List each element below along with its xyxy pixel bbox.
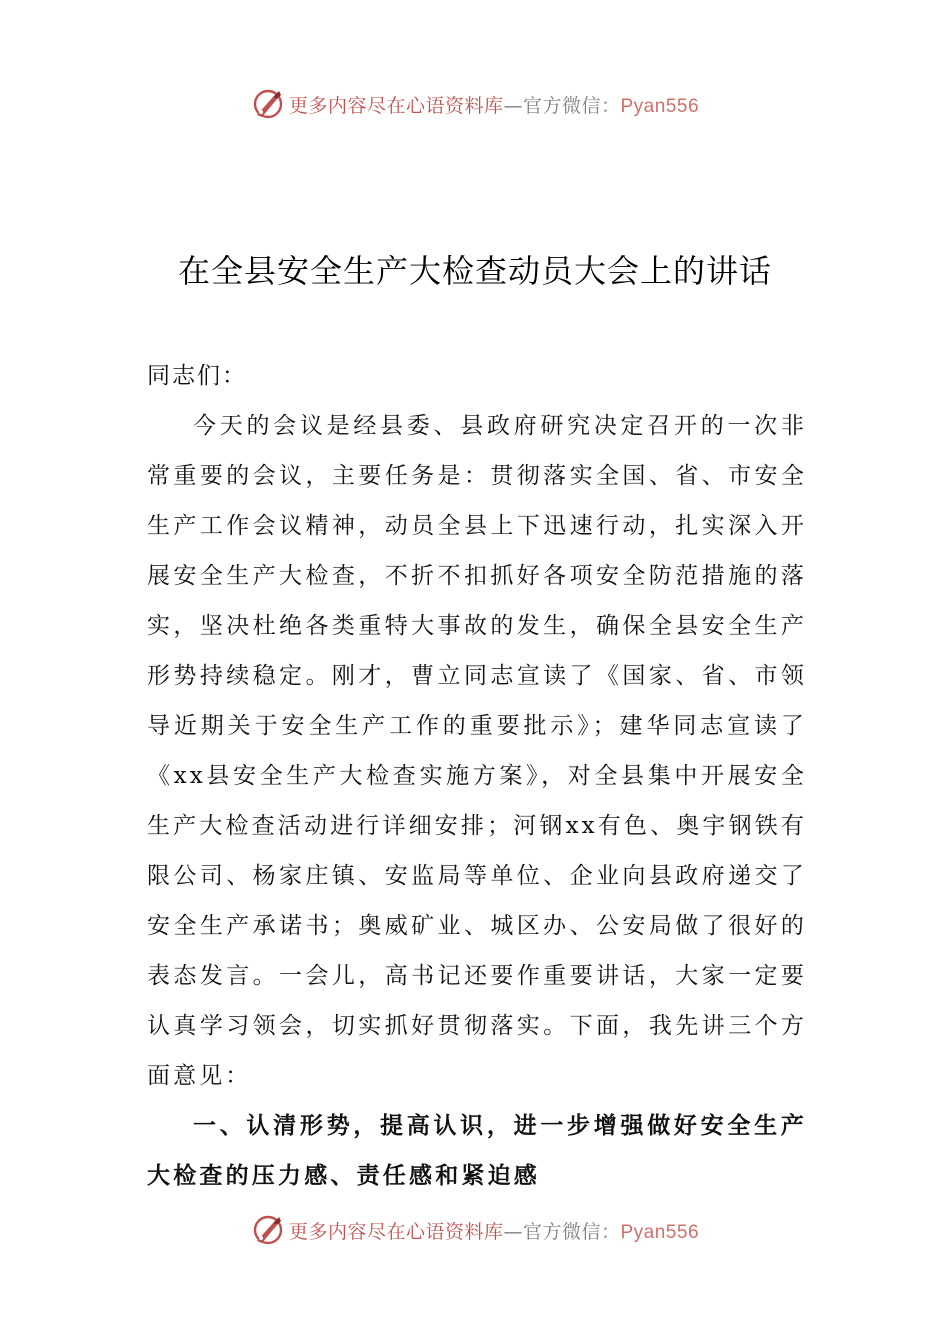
body-paragraph: 今天的会议是经县委、县政府研究决定召开的一次非常重要的会议，主要任务是：贯彻落实全国、省、市安全生产工作会议精神，动员全县上下迅速行动，扎实深入开展安全生产大检查，不折不扣抓好各项安全防范措施的落实，坚决杜绝各类重特大事故的发生，确保全县安全生产形势持续稳定。刚才，曹立同志宣读了《国家、省、市领导近期关于安全生产工作的重要批示》；建华同志宣读了《xx县安全生产大检查实施方案》，对全县集中开展安全生产大检查活动进行详细安排；河钢xx有色、奥宇钢铁有限公司、杨家庄镇、安监局等单位、企业向县政府递交了安全生产承诺书；奥威矿业、城区办、公安局做了很好的表态发言。一会儿，高书记还要作重要讲话，大家一定要认真学习领会，切实抓好贯彻落实。下面，我先讲三个方面意见：: [147, 413, 807, 1089]
header-watermark: [0, 84, 950, 124]
watermark-dash: —: [503, 1220, 523, 1243]
document-title: 在全县安全生产大检查动员大会上的讲话: [177, 252, 772, 290]
footer-watermark: [0, 1210, 950, 1250]
watermark-dash: —: [503, 94, 523, 117]
document-body: [147, 351, 807, 1201]
watermark-sub-text: 官方微信：: [522, 1220, 621, 1243]
salutation: 同志们：: [147, 363, 247, 389]
watermark-wechat-id: Pyan556: [620, 95, 700, 117]
watermark-wechat-id: Pyan556: [620, 1221, 700, 1243]
pen-logo-icon: [251, 87, 285, 121]
watermark-sub-text: 官方微信：: [522, 94, 621, 117]
watermark-main-text: 更多内容尽在心语资料库: [288, 1220, 504, 1243]
watermark-main-text: 更多内容尽在心语资料库: [288, 94, 504, 117]
pen-logo-icon: [251, 1213, 285, 1247]
section-heading: 一、认清形势，提高认识，进一步增强做好安全生产大检查的压力感、责任感和紧迫感: [147, 1113, 807, 1189]
